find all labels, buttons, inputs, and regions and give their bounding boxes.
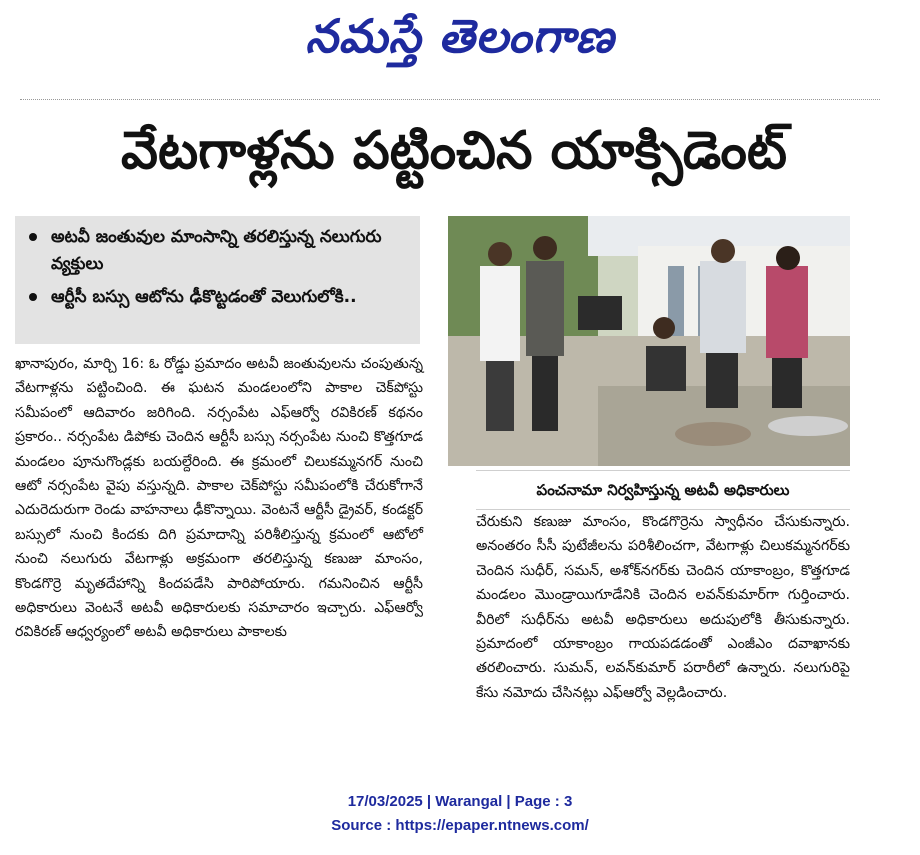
highlight-item [25,224,414,278]
highlight-text: ఆర్టీసీ బస్సు ఆటోను ఢీకొట్టడంతో వెలుగులోకి.. [51,287,357,307]
news-photo [448,216,850,466]
article-body-right: చేరుకుని కణుజు మాంసం, కొండగొర్రెను స్వాధీనం చేసుకున్నారు. అనంతరం సీసీ పుటేజీలను పరిశీలించగా, వేటగాళ్లు చిలుకమ్మనగర్‌కు చెందిన సుధీర్, సమన్, అశోక్‌నగర్‌కు చెందిన యాకాంబ్రం, కొత్తగూడ మండలం మొండ్రాయిగూడేనికి చెందిన లవన్‌కుమార్‌గా గుర్తించారు. వీరిలో సుధీర్‌ను అటవీ అధికారులు అదుపులోకి తీసుకున్నారు. ప్రమాదంలో యాకాంబ్రం గాయపడడంతో ఎంజీఎం దవాఖానకు తరలించారు. సుమన్, లవన్‌కుమార్ పరారీలో ఉన్నారు. నలుగురిపై కేసు నమోదు చేసినట్లు ఎఫ్‌ఆర్వో వెల్లడించారు. [476,514,850,701]
bullet-icon [29,293,37,301]
article-headline: వేటగాళ్లను పట్టించిన యాక్సిడెంట్ [120,121,788,181]
footer [0,790,920,838]
highlights-box [15,216,420,344]
footer-source-line: Source : https://epaper.ntnews.com/ [331,817,589,834]
masthead-logo: నమస్తే తెలంగాణ [305,9,615,63]
photo-caption: పంచనామా నిర్వహిస్తున్న అటవీ అధికారులు [476,470,850,510]
highlight-text: అటవీ జంతువుల మాంసాన్ని తరలిస్తున్న నలుగురు వ్యక్తులు [51,227,382,274]
bullet-icon [29,233,37,241]
footer-date-line: 17/03/2025 | Warangal | Page : 3 [347,793,573,810]
article-body-left: ఖానాపురం, మార్చి 16: ఓ రోడ్డు ప్రమాదం అటవీ జంతువులను చంపుతున్న వేటగాళ్లను పట్టించింది. ఈ ఘటన మండలంలోని పాకాల చెక్‌పోస్టు సమీపంలో ఆదివారం జరిగింది. నర్సంపేట ఎఫ్‌ఆర్వో రవికిరణ్ కథనం ప్రకారం.. నర్సంపేట డిపోకు చెందిన ఆర్టీసీ బస్సు నర్సంపేట నుంచి కొత్తగూడ మండలం పూనుగొండ్లకు బయల్దేరింది. ఈ క్రమంలో చిలుకమ్మనగర్ నుంచి ఆటో నర్సంపేట వైపు వస్తున్నది. పాకాల చెక్‌పోస్టు సమీపంలోకి చేరుకోగానే ఎదురెదురుగా రెండు వాహనాలు ఢీకొన్నాయి. వెంటనే ఆర్టీసీ డ్రైవర్, కండక్టర్ బస్సులో నుంచి కిందకు దిగి ప్రమాదాన్ని పరిశీలిస్తున్న క్రమంలో ఆటోలో నుంచి నలుగురు వేటగాళ్లు అక్రమంగా తరలిస్తున్న కణుజు మాంసం, కొండగొర్రె మృతదేహాన్ని కిందపడేసి పారిపోయారు. గమనించిన ఆర్టీసీ అధికారులు వెంటనే అటవీ అధికారులకు సమాచారం ఇచ్చారు. ఎఫ్‌ఆర్వో రవికిరణ్ ఆధ్వర్యంలో అటవీ అధికారులు పాకాలకు [15,356,423,641]
highlight-item [25,284,414,311]
masthead-divider [20,99,880,100]
photo-illustration [448,216,850,466]
